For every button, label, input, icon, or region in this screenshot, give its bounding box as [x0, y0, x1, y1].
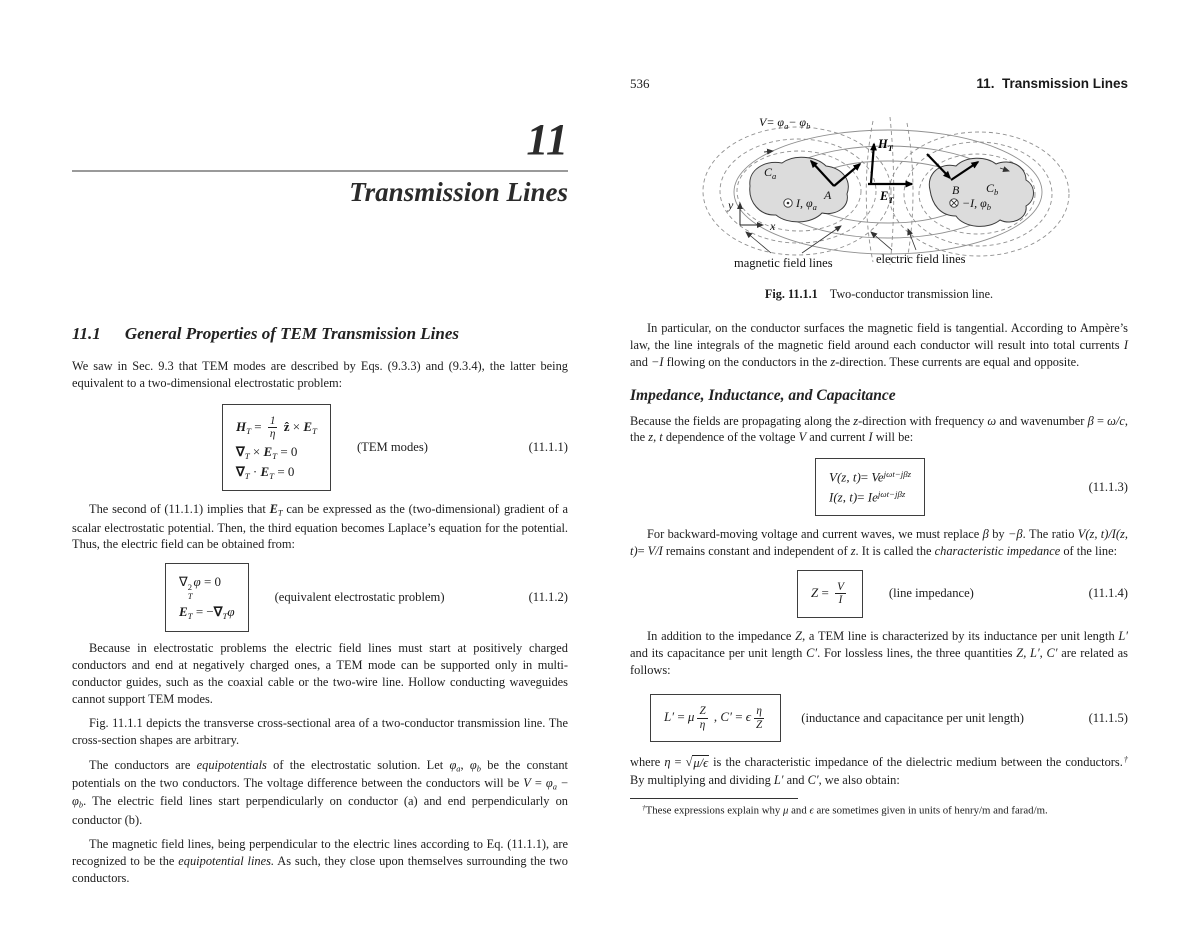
subsection-heading: Impedance, Inductance, and Capacitance	[630, 386, 896, 404]
equation-number: (11.1.2)	[528, 590, 568, 605]
footnote-rule	[630, 798, 798, 799]
paragraph: For backward-moving voltage and current waves, we must replace β by −β. The ratio V(z, t)/I(z, t)= V/I remains constant and independent of z. It is called the characteristic impedance of the line:	[630, 527, 1128, 558]
chapter-title: Transmission Lines	[349, 177, 568, 207]
electric-lines-caption: electric field lines	[876, 252, 966, 266]
section-heading	[72, 324, 568, 344]
figure-two-conductor-line	[664, 104, 1094, 276]
page-header	[630, 0, 1128, 92]
paragraph: The conductors are equipotentials of the electrostatic solution. Let $\varphi_a$, $\varphi_b$ be the constant potentials on the two conductors. The voltage difference between the conductors will be $V = \varphi_a - \varphi_b$. The electric field lines start perpendicularly on conductor (a) and end perpendicularly on conductor (b).	[72, 758, 568, 827]
paragraph: In particular, on the conductor surfaces the magnetic field is tangential. According to Ampère’s law, the line integrals of the magnetic field around each conductor will result into total currents I and −I flowing on the conductors in the z-direction. These currents are equal and opposite.	[630, 321, 1128, 369]
equation-11-1-4	[630, 570, 1128, 618]
equation-label: (TEM modes)	[356, 440, 428, 455]
current-b-label: −I, $\varphi_b$	[962, 196, 991, 212]
equation-line: L′ = μ $\frac{Z}{\eta}$ , C′ = ϵ $\frac{\eta}{Z}$	[664, 705, 763, 731]
footnote-block	[630, 798, 1128, 818]
current-out-icon	[784, 199, 792, 207]
equation-line: $\nabla_T \times E_T = 0$	[236, 443, 298, 461]
right-page	[630, 0, 1128, 818]
magnetic-lines-caption: magnetic field lines	[734, 256, 833, 270]
equation-box	[165, 563, 249, 632]
figure-caption-text: Two-conductor transmission line.	[829, 287, 994, 301]
equation-line: $H_T$ = $\frac{1}{\eta}$ ẑ × $E_T$	[236, 414, 317, 441]
equation-label: (inductance and capacitance per unit length)	[801, 710, 1024, 725]
footnote: †These expressions explain why μ and ϵ are sometimes given in units of henry/m and farad/m.	[642, 803, 1048, 818]
paragraph: In addition to the impedance Z, a TEM line is characterized by its inductance per unit length L′ and its capacitance per unit length C′. For lossless lines, the three quantities Z, L′, C′ are related as follows:	[630, 628, 1129, 677]
equation-label: (equivalent electrostatic problem)	[274, 590, 445, 605]
x-axis-label: x	[770, 219, 776, 233]
figure-wrapper	[630, 104, 1128, 281]
current-a-label: I, $\varphi_a$	[796, 196, 817, 212]
h-field-label: $H_T$	[878, 137, 893, 153]
equation-line: $\nabla_T \cdot E_T = 0$	[236, 463, 295, 481]
paragraph: where η = √μ/ϵ is the characteristic impedance of the dielectric medium between the conductors.† By multiplying and dividing L′ and C′, we also obtain:	[630, 754, 1128, 787]
paragraph: Fig. 11.1.1 depicts the transverse cross-sectional area of a two-conductor transmission line. The cross-section shapes are arbitrary.	[72, 716, 568, 748]
e-field-label: $E_T$	[880, 189, 894, 205]
equation-line: V(z, $t)= Ve^{j\omega t-j\beta z}$	[829, 469, 912, 485]
paragraph: The second of (11.1.1) implies that $E_T$ can be expressed as the (two-dimensional) gradient of a scalar electrostatic potential. Then, the third equation becomes Laplace’s equation for the potential. Thus, the electric field can be obtained from:	[72, 502, 568, 552]
chapter-number: 11	[526, 115, 568, 164]
contour-b-label: $C_b$	[986, 181, 999, 197]
equation-11-1-5	[630, 694, 1128, 742]
equation-number: (11.1.5)	[1088, 710, 1128, 725]
equation-line: I(z, $t)= Ie^{j\omega t-j\beta z}$	[829, 488, 906, 505]
equation-number: (11.1.4)	[1088, 586, 1128, 601]
equation-number: (11.1.1)	[528, 440, 568, 455]
paragraph: The magnetic field lines, being perpendicular to the electric lines according to Eq. (11.1.1), are recognized to be the equipotential lines. As such, they close upon themselves surrounding the two conductors.	[72, 837, 569, 886]
section-number: 11.1	[72, 324, 101, 343]
voltage-label: $V= \varphi_a- \varphi_b$	[759, 115, 811, 131]
paragraph-intro: We saw in Sec. 9.3 that TEM modes are described by Eqs. (9.3.3) and (9.3.4), the latter being equivalent to a two-dimensional electrostatic problem:	[72, 359, 568, 390]
point-a-label: A	[824, 188, 832, 202]
paragraph: Because in electrostatic problems the electric field lines must start at positively charged conductors and end at negatively charged ones, a TEM mode can be supported only in multi-conductor guides, such as the coaxial cable or the two-wire line. Hollow conducting waveguides cannot support TEM modes.	[72, 640, 568, 706]
y-axis-label: y	[728, 198, 734, 212]
section-title: General Properties of TEM Transmission Lines	[124, 324, 460, 343]
equation-line: $E_T = -\nabla_T\varphi$	[179, 604, 235, 621]
equation-box	[650, 694, 781, 742]
electric-field-lines-middle	[866, 117, 913, 265]
equation-11-1-2	[72, 563, 568, 632]
chapter-rule	[72, 170, 568, 172]
point-b-label: B	[952, 183, 960, 197]
left-page	[72, 0, 568, 887]
paragraph: Because the fields are propagating along the z-direction with frequency ω and wavenumber β = ω/c, the z, t dependence of the voltage V and current I will be:	[630, 413, 1128, 445]
current-in-icon	[950, 199, 958, 207]
equation-number: (11.1.3)	[1088, 479, 1128, 494]
equation-11-1-3	[630, 458, 1128, 516]
figure-caption	[630, 287, 1128, 302]
equation-box	[797, 570, 863, 618]
equation-line: ∇ 2 T φ = 0	[179, 574, 222, 602]
contour-a-label: $C_a$	[764, 165, 777, 181]
figure-caption-label: Fig. 11.1.1	[764, 287, 818, 301]
conductor-b-shape	[929, 158, 1033, 226]
equation-box	[222, 404, 331, 492]
page-number: 536	[630, 76, 650, 91]
equation-line: Z = $\frac{V}{I}$	[811, 580, 844, 607]
running-title: 11. Transmission Lines	[976, 76, 1128, 91]
equation-box	[815, 458, 925, 516]
equation-11-1-1	[72, 404, 568, 492]
equation-label: (line impedance)	[888, 586, 974, 601]
